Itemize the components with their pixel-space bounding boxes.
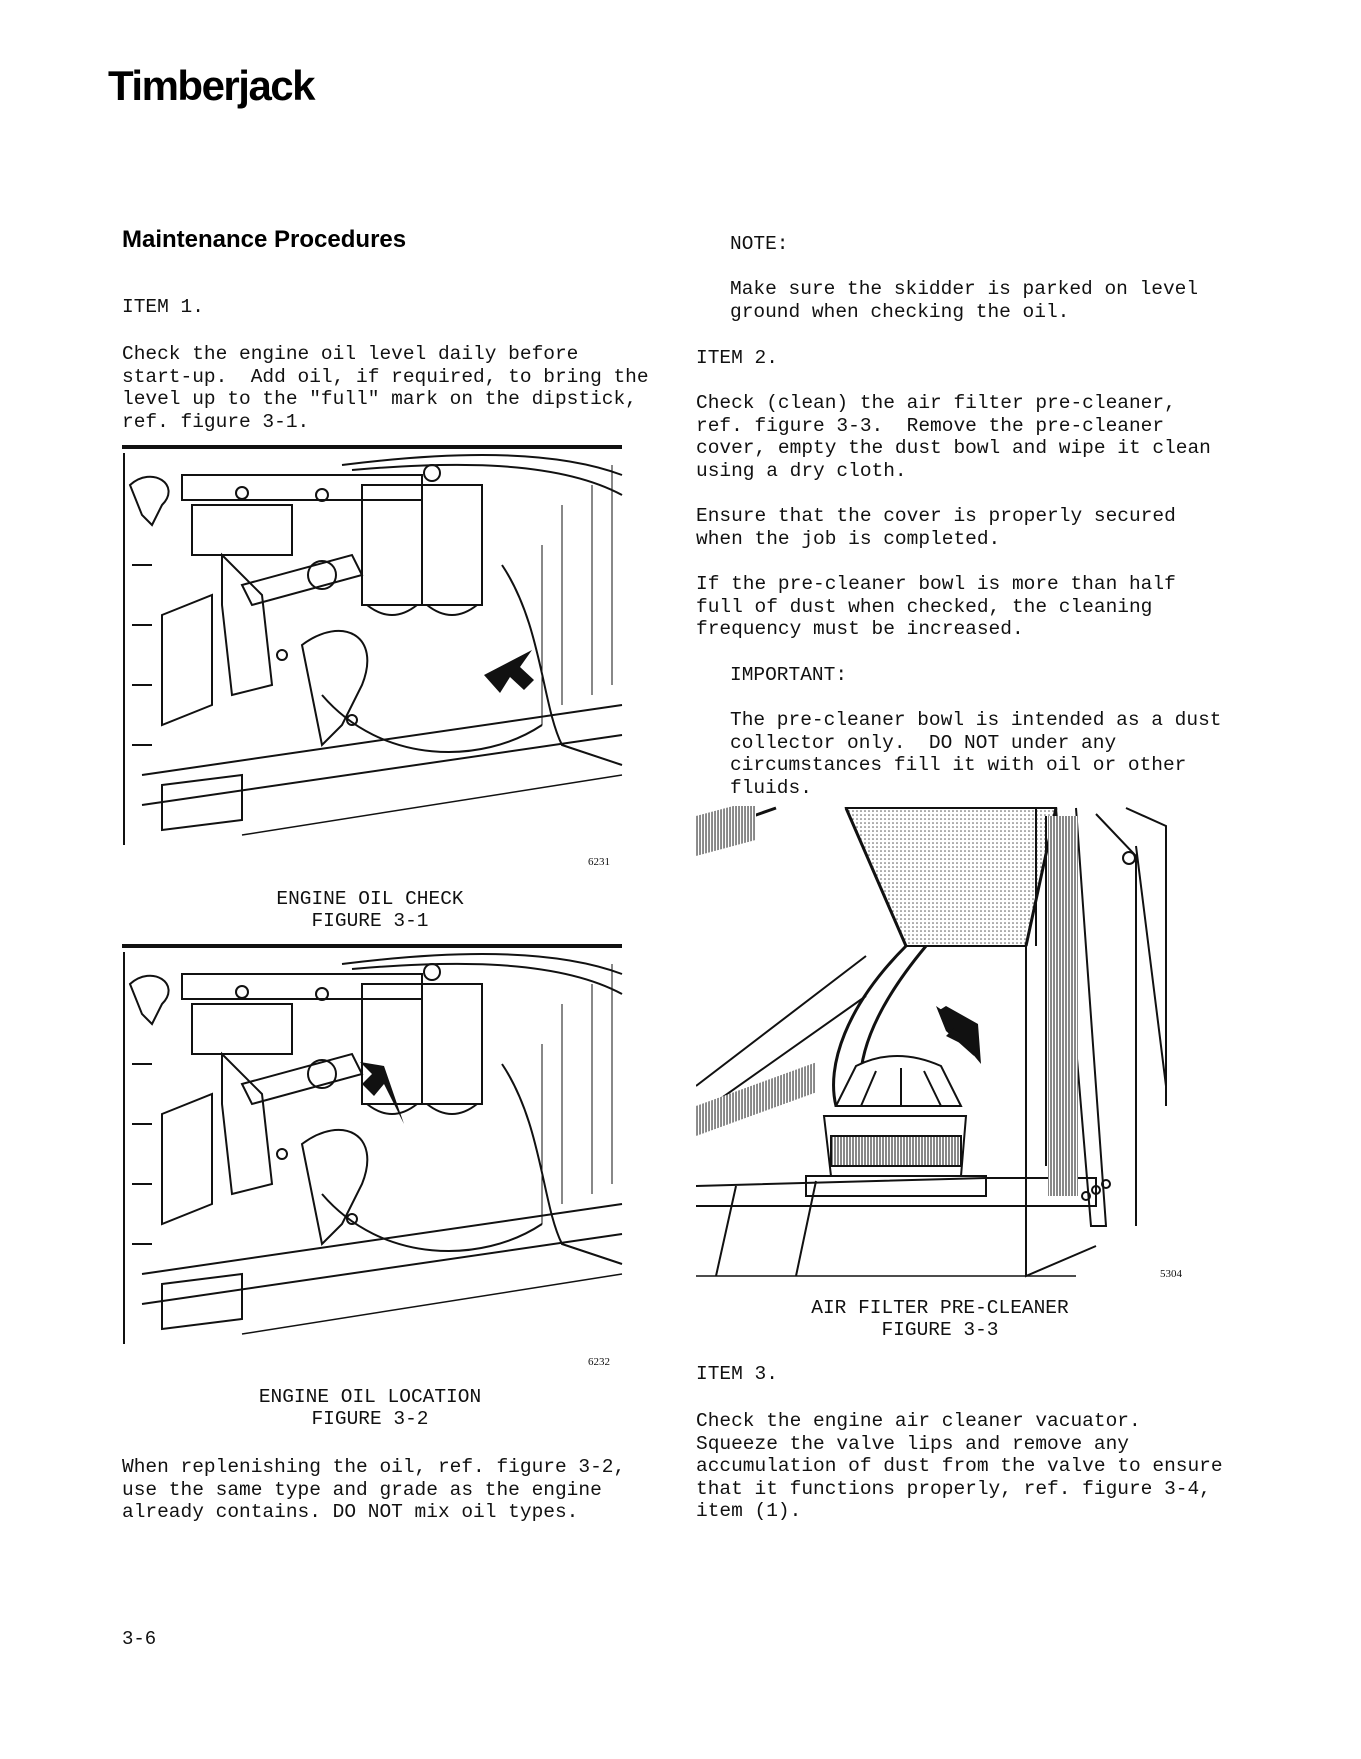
section-title: Maintenance Procedures bbox=[122, 226, 407, 253]
replenish-text: When replenishing the oil, ref. figure 3-2, use the same type and grade as the engine already contains. DO NOT mix oil types. bbox=[122, 1456, 626, 1523]
item2-paragraph-3: If the pre-cleaner bowl is more than half full of dust when checked, the cleaning frequency must be increased. bbox=[696, 573, 1176, 640]
engine-oil-check-illustration bbox=[122, 445, 624, 885]
item1-text: Check the engine oil level daily before start-up. Add oil, if required, to bring the level up to the "full" mark on the dipstick, ref. figure 3-1. bbox=[122, 343, 649, 433]
note-heading: NOTE: bbox=[730, 233, 789, 255]
item2-paragraph-2: Ensure that the cover is properly secured when the job is completed. bbox=[696, 505, 1176, 550]
figure-3-1-number: 6231 bbox=[588, 856, 610, 868]
air-filter-pre-cleaner-illustration bbox=[696, 806, 1196, 1288]
figure-3-3-caption-line1: AIR FILTER PRE-CLEANER bbox=[811, 1297, 1069, 1319]
important-text: The pre-cleaner bowl is intended as a dust collector only. DO NOT under any circumstances fill it with oil or other fluids. bbox=[730, 709, 1222, 799]
figure-3-2-caption-line2: FIGURE 3-2 bbox=[311, 1408, 429, 1430]
note-text: Make sure the skidder is parked on level ground when checking the oil. bbox=[730, 278, 1199, 323]
figure-3-3-caption-line2: FIGURE 3-3 bbox=[881, 1319, 999, 1341]
important-heading: IMPORTANT: bbox=[730, 664, 848, 686]
engine-oil-location-illustration bbox=[122, 944, 624, 1384]
figure-3-2-caption-line1: ENGINE OIL LOCATION bbox=[258, 1386, 482, 1408]
item2-paragraph-1: Check (clean) the air filter pre-cleaner, ref. figure 3-3. Remove the pre-cleaner cover, empty the dust bowl and wipe it clean using a dry cloth. bbox=[696, 392, 1211, 482]
item3-heading: ITEM 3. bbox=[696, 1363, 778, 1385]
figure-3-3-number: 5304 bbox=[1160, 1268, 1182, 1280]
brand-logo: Timberjack bbox=[108, 62, 315, 109]
item3-text: Check the engine air cleaner vacuator. Squeeze the valve lips and remove any accumulation of dust from the valve to ensure that it functions properly, ref. figure 3-4, item (1). bbox=[696, 1410, 1223, 1522]
item1-heading: ITEM 1. bbox=[122, 296, 204, 318]
figure-3-1-caption-line2: FIGURE 3-1 bbox=[311, 910, 429, 932]
page-number: 3-6 bbox=[122, 1628, 157, 1650]
item2-heading: ITEM 2. bbox=[696, 347, 778, 369]
figure-3-1-caption-line1: ENGINE OIL CHECK bbox=[276, 888, 464, 910]
figure-3-2-number: 6232 bbox=[588, 1356, 610, 1368]
